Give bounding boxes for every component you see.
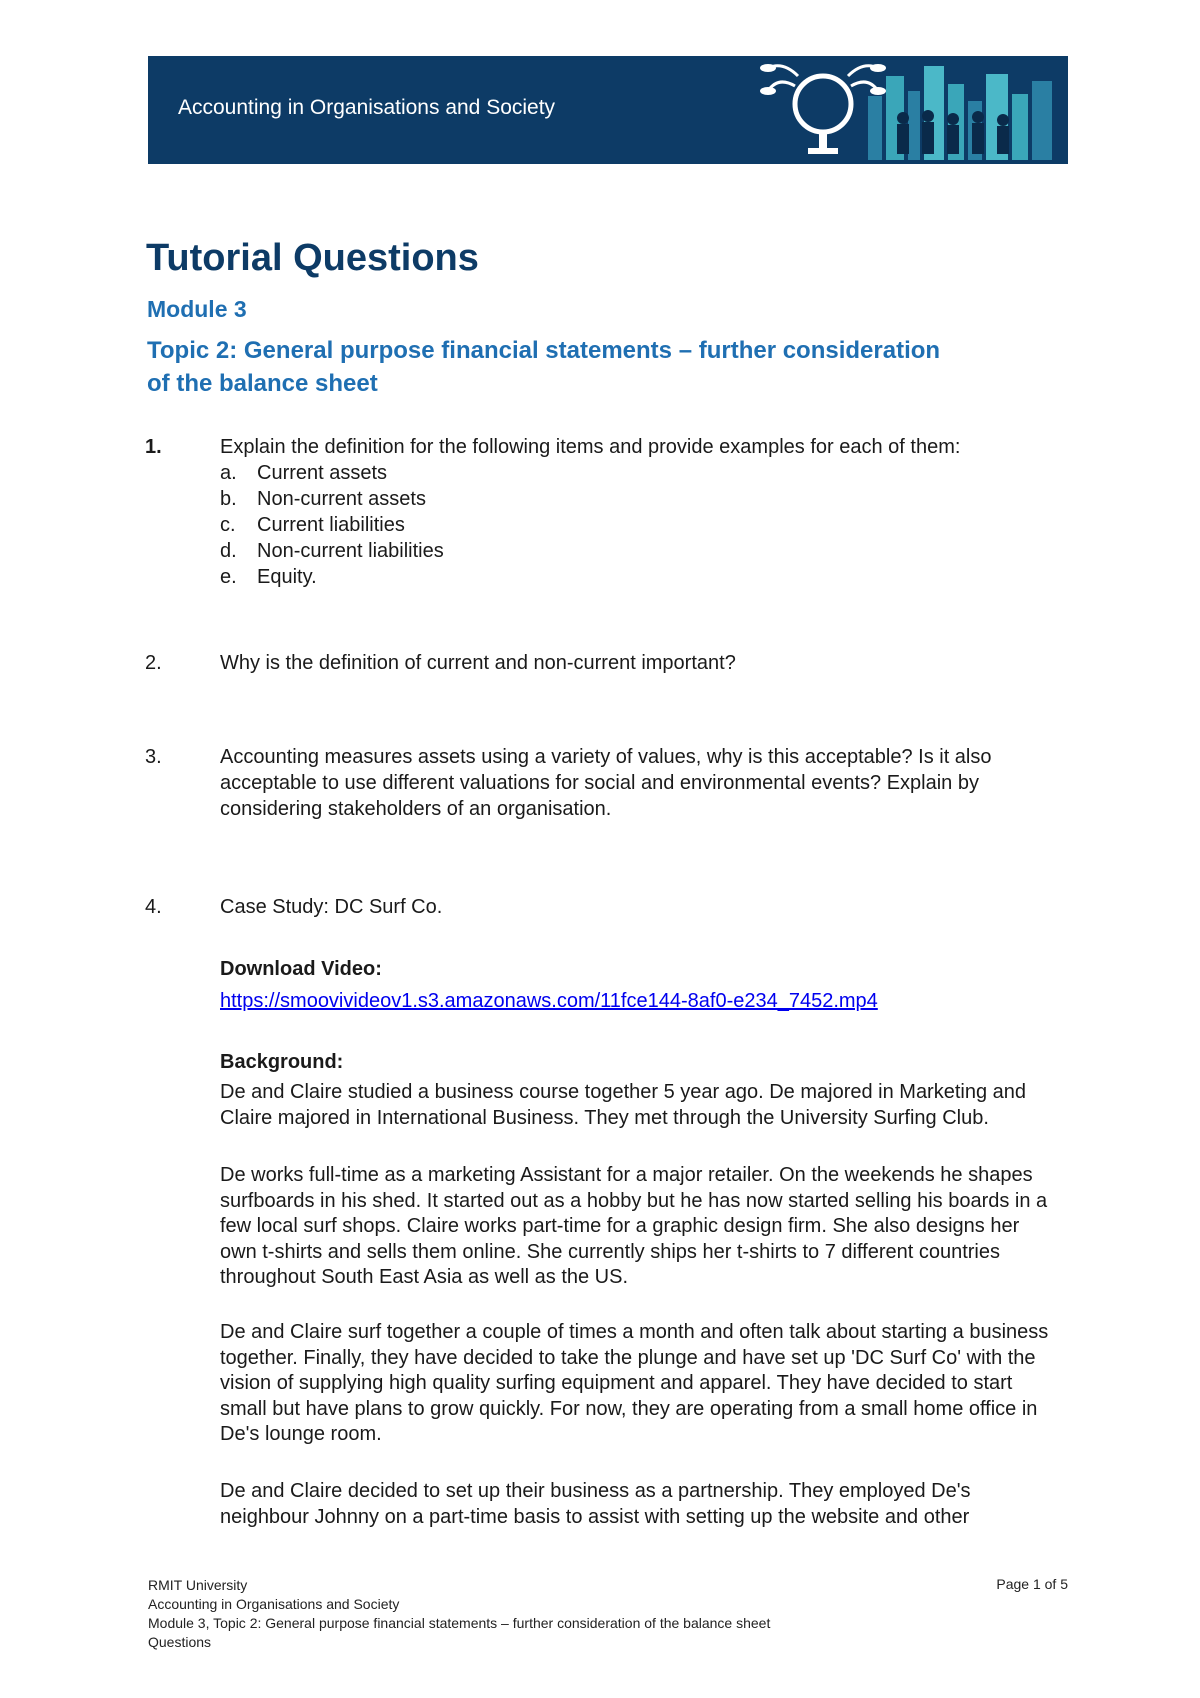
- list-item: c. Current liabilities: [220, 514, 405, 536]
- list-item: e. Equity.: [220, 566, 317, 588]
- page-number: Page 1 of 5: [996, 1576, 1068, 1592]
- background-paragraph: De and Claire surf together a couple of times a month and often talk about starting a business together. Finally, they have decided to take the plunge and have set up 'DC Surf Co' with the vision of supplying high quality surfing equipment and apparel. They have decided to start small but have plans to grow quickly. For now, they are operating from a small home office in De's lounge room.: [220, 1321, 1049, 1445]
- video-link[interactable]: https://smoovivideov1.s3.amazonaws.com/11fce144-8af0-e234_7452.mp4: [220, 990, 878, 1012]
- question-text: Accounting measures assets using a variety of values, why is this acceptable? Is it also acceptable to use different valuations for social and environmental events? Explain by considering stakeholders of an organisation.: [220, 746, 992, 820]
- footer-course: Accounting in Organisations and Society: [148, 1596, 400, 1612]
- background-paragraph: De and Claire decided to set up their business as a partnership. They employed De's neighbour Johnny on a part-time basis to assist with setting up the website and other: [220, 1480, 971, 1528]
- footer-module-line: Module 3, Topic 2: General purpose financial statements – further consideration of the balance sheet: [148, 1615, 771, 1631]
- banner-title: Accounting in Organisations and Society: [178, 96, 556, 119]
- list-item: a. Current assets: [220, 462, 388, 484]
- question-text: Explain the definition for the following items and provide examples for each of them:: [220, 436, 961, 458]
- background-paragraph: De and Claire studied a business course together 5 year ago. De majored in Marketing and Claire majored in International Business. They met through the University Surfing Club.: [220, 1081, 1027, 1129]
- question-number: 2.: [145, 652, 162, 674]
- footer-doc-type: Questions: [148, 1634, 212, 1650]
- question-text: Case Study: DC Surf Co.: [220, 896, 443, 918]
- question-text: Why is the definition of current and non-current important?: [220, 652, 736, 674]
- question-number: 1.: [145, 436, 162, 458]
- download-label: Download Video:: [220, 958, 382, 980]
- page-title: Tutorial Questions: [146, 237, 479, 279]
- banner-rule: [148, 160, 1068, 164]
- module-heading: Module 3: [147, 296, 247, 322]
- background-paragraph: De works full-time as a marketing Assistant for a major retailer. On the weekends he shapes surfboards in his shed. It started out as a hobby but he has now started selling his boards in a few local surf shops. Claire works part-time for a graphic design firm. She also designs her own t-shirts and sells them online. She currently ships her t-shirts to 7 different countries throughout South East Asia as well as the US.: [220, 1164, 1048, 1288]
- list-item: d. Non-current liabilities: [220, 540, 444, 562]
- banner-illustration: [738, 56, 1068, 160]
- footer-university: RMIT University: [148, 1577, 248, 1593]
- background-label: Background:: [220, 1051, 344, 1073]
- topic-heading: Topic 2: General purpose financial statements – further consideration of the balance sheet: [147, 337, 941, 397]
- question-number: 4.: [145, 896, 162, 918]
- list-item: b. Non-current assets: [220, 488, 426, 510]
- question-number: 3.: [145, 746, 162, 768]
- header-banner: [148, 56, 1068, 160]
